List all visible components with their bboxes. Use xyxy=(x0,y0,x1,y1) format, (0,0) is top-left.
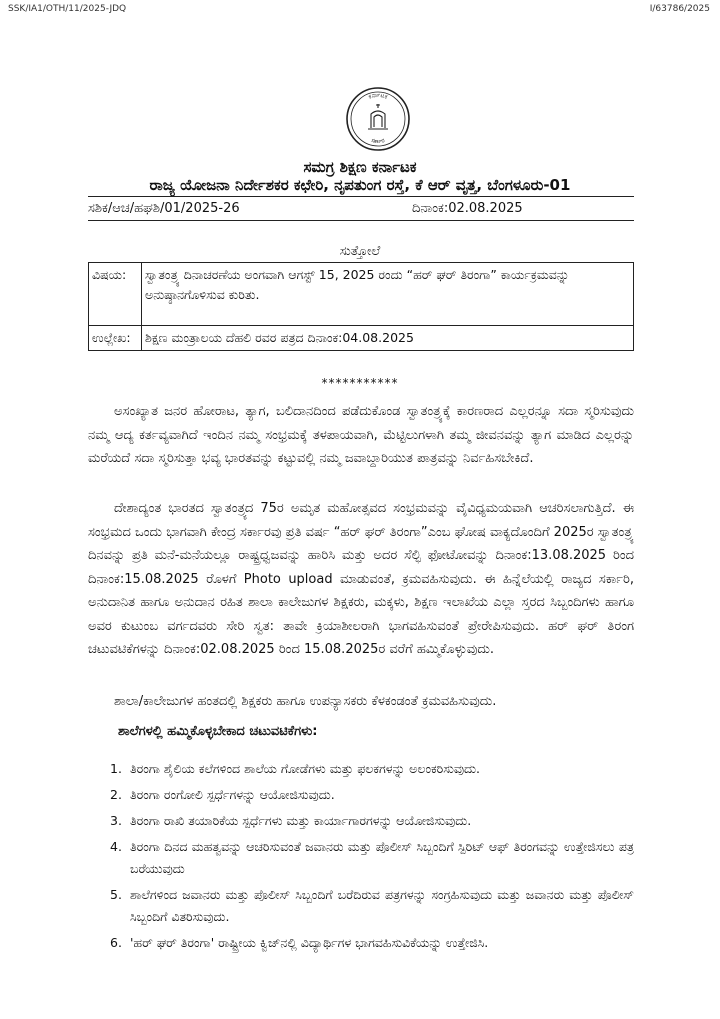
circular-title: ಸುತ್ತೋಲೆ xyxy=(339,244,381,259)
subject-row xyxy=(89,263,634,326)
header-divider xyxy=(88,196,634,197)
document-id: I/63786/2025 xyxy=(649,4,710,14)
reference-label: ಉಲ್ಲೇಖ: xyxy=(89,326,142,351)
list-item: 1. ತಿರಂಗಾ ಶೈಲಿಯ ಕಲೆಗಳಿಂದ ಶಾಲೆಯ ಗೋಡೆಗಳು ಮತ್ತು ಫಲಕಗಳನ್ನು ಅಲಂಕರಿಸುವುದು. xyxy=(110,761,481,776)
reference-divider xyxy=(88,220,634,221)
paragraph-1: ಅಸಂಖ್ಯಾತ ಜನರ ಹೋರಾಟ, ತ್ಯಾಗ, ಬಲಿದಾನದಿಂದ ಪಡೆದುಕೊಂಡ ಸ್ವಾತಂತ್ರ್ಯಕ್ಕೆ ಕಾರಣರಾದ ಎಲ್ಲರನ್ನೂ ಸದಾ ಸ್ಮರಿಸುವುದು ನಮ್ಮ ಆದ್ಯ ಕರ್ತವ್ಯವಾಗಿದೆ ಇಂದಿನ ನಮ್ಮ ಸಂಭ್ರಮಕ್ಕೆ ತಳಪಾಯವಾಗಿ, ಮೆಟ್ಟಿಲುಗಳಾಗಿ ತಮ್ಮ ಜೀವನವನ್ನು ತ್ಯಾಗ ಮಾಡಿದ ಎಲ್ಲರನ್ನು ಮರೆಯದೆ ಸದಾ ಸ್ಮರಿಸುತ್ತಾ ಭವ್ಯ ಭಾರತವನ್ನು ಕಟ್ಟುವಲ್ಲಿ ನಮ್ಮ ಜವಾಬ್ದಾರಿಯುತ ಪಾತ್ರವನ್ನು ನಿರ್ವಹಿಸಬೇಕಿದೆ. xyxy=(88,404,634,466)
activities-title: ಶಾಲೆಗಳಲ್ಲಿ ಹಮ್ಮಿಕೊಳ್ಳಬೇಕಾದ ಚಟುವಟಿಕೆಗಳು: xyxy=(118,724,318,739)
list-item: 6. 'ಹರ್ ಘರ್ ತಿರಂಗಾ' ರಾಷ್ಟ್ರೀಯ ಕ್ವಿಜ್‌ನಲ್ಲಿ ವಿದ್ಯಾರ್ಥಿಗಳ ಭಾಗವಹಿಸುವಿಕೆಯನ್ನು ಉತ್ತೇಜಿಸಿ. xyxy=(110,935,489,950)
reference-row xyxy=(89,326,634,351)
subject-reference-table xyxy=(88,262,634,351)
reference-number: ಸಶಿಕ/ಆಚ/ಹಘಶಿ/01/2025-26 xyxy=(88,201,240,216)
activities-list xyxy=(110,758,634,958)
document-date: ದಿನಾಂಕ:02.08.2025 xyxy=(412,201,523,216)
office-address: ರಾಜ್ಯ ಯೋಜನಾ ನಿರ್ದೇಶಕರ ಕಛೇರಿ, ನೃಪತುಂಗ ರಸ್ತೆ, ಕೆ ಆರ್ ವೃತ್ತ, ಬೆಂಗಳೂರು-01 xyxy=(149,176,571,194)
separator: *********** xyxy=(321,376,399,390)
paragraph-2: ದೇಶಾದ್ಯಂತ ಭಾರತದ ಸ್ವಾತಂತ್ರ್ಯದ 75ರ ಅಮೃತ ಮಹೋತ್ಸವದ ಸಂಭ್ರಮವನ್ನು ವೈವಿಧ್ಯಮಯವಾಗಿ ಆಚರಿಸಲಾಗುತ್ತಿದೆ. ಈ ಸಂಭ್ರಮದ ಒಂದು ಭಾಗವಾಗಿ ಕೇಂದ್ರ ಸರ್ಕಾರವು ಪ್ರತಿ ವರ್ಷ “ಹರ್ ಘರ್ ತಿರಂಗಾ”ಎಂಬ ಘೋಷ ವಾಕ್ಯದೊಂದಿಗೆ 2025ರ ಸ್ವಾತಂತ್ರ್ಯ ದಿನವನ್ನು ಪ್ರತಿ ಮನೆ-ಮನೆಯಲ್ಲೂ ರಾಷ್ಟ್ರಧ್ವಜವನ್ನು ಹಾರಿಸಿ ಮತ್ತು ಅದರ ಸೆಲ್ಫಿ ಫೋಟೋವನ್ನು ದಿನಾಂಕ:13.08.2025 ರಿಂದ ದಿನಾಂಕ:15.08.2025 ರೊಳಗೆ Photo upload ಮಾಡುವಂತೆ, ಕ್ರಮವಹಿಸುವುದು. ಈ ಹಿನ್ನೆಲೆಯಲ್ಲಿ ರಾಜ್ಯದ ಸರ್ಕಾರಿ, ಅನುದಾನಿತ ಹಾಗೂ ಅನುದಾನ ರಹಿತ ಶಾಲಾ ಕಾಲೇಜುಗಳ ಶಿಕ್ಷಕರು, ಮಕ್ಕಳು, ಶಿಕ್ಷಣ ಇಲಾಖೆಯ ಎಲ್ಲಾ ಸ್ತರದ ಸಿಬ್ಬಂದಿಗಳು ಹಾಗೂ ಅವರ ಕುಟುಂಬ ವರ್ಗದವರು ಸೇರಿ ಸ್ವತ: ತಾವೇ ಕ್ರಿಯಾಶೀಲರಾಗಿ ಭಾಗವಹಿಸುವಂತೆ ಪ್ರೇರೇಪಿಸುವುದು. ಹರ್ ಘರ್ ತಿರಂಗ ಚಟುವಟಿಕೆಗಳನ್ನು ದಿನಾಂಕ:02.08.2025 ರಿಂದ 15.08.2025ರ ವರೆಗೆ ಹಮ್ಮಿಕೊಳ್ಳುವುದು. xyxy=(88,501,634,657)
list-item: 3. ತಿರಂಗಾ ರಾಖಿ ತಯಾರಿಕೆಯ ಸ್ಪರ್ಧೆಗಳು ಮತ್ತು ಕಾರ್ಯಾಗಾರಗಳನ್ನು ಆಯೋಜಿಸುವುದು. xyxy=(110,813,472,828)
list-item: 5. ಶಾಲೆಗಳಿಂದ ಜವಾನರು ಮತ್ತು ಪೊಲೀಸ್ ಸಿಬ್ಬಂದಿಗೆ ಬರೆದಿರುವ ಪತ್ರಗಳನ್ನು ಸಂಗ್ರಹಿಸುವುದು ಮತ್ತು ಜವಾನರು ಮತ್ತು ಪೊಲೀಸ್ ಸಿಬ್ಬಂದಿಗೆ ವಿತರಿಸುವುದು. xyxy=(110,887,634,924)
karnataka-government-seal-icon xyxy=(345,86,411,152)
list-item: 4. ತಿರಂಗಾ ದಿನದ ಮಹತ್ವವನ್ನು ಆಚರಿಸುವಂತೆ ಜವಾನರು ಮತ್ತು ಪೊಲೀಸ್ ಸಿಬ್ಬಂದಿಗೆ ಸ್ಪಿರಿಟ್ ಆಫ್ ತಿರಂಗವನ್ನು ಉತ್ತೇಜಿಸಲು ಪತ್ರ ಬರೆಯುವುದು xyxy=(110,839,634,876)
seal-top-text: ಕರ್ನಾಟಕ xyxy=(367,91,389,101)
subject-text: ಸ್ವಾತಂತ್ರ್ಯ ದಿನಾಚರಣೆಯ ಅಂಗವಾಗಿ ಆಗಸ್ಟ್ 15, 2025 ರಂದು “ಹರ್ ಘರ್ ತಿರಂಗಾ” ಕಾರ್ಯಕ್ರಮವನ್ನು ಅನುಷ್ಠಾನಗೊಳಿಸುವ ಕುರಿತು. xyxy=(142,263,634,326)
reference-text: ಶಿಕ್ಷಣ ಮಂತ್ರಾಲಯ ದೆಹಲಿ ರವರ ಪತ್ರದ ದಿನಾಂಕ:04.08.2025 xyxy=(142,326,634,351)
list-item: 2. ತಿರಂಗಾ ರಂಗೋಲಿ ಸ್ಪರ್ಧೆಗಳನ್ನು ಆಯೋಜಿಸುವುದು. xyxy=(110,787,335,802)
file-reference: SSK/IA1/OTH/11/2025-JDQ xyxy=(8,4,127,14)
subject-label: ವಿಷಯ: xyxy=(89,263,142,326)
organization-name: ಸಮಗ್ರ ಶಿಕ್ಷಣ ಕರ್ನಾಟಕ xyxy=(303,158,417,176)
paragraph-3: ಶಾಲಾ/ಕಾಲೇಜುಗಳ ಹಂತದಲ್ಲಿ ಶಿಕ್ಷಕರು ಹಾಗೂ ಉಪನ್ಯಾಸಕರು ಕೆಳಕಂಡಂತೆ ಕ್ರಮವಹಿಸುವುದು. xyxy=(114,694,497,709)
seal-bottom-text: ಸರ್ಕಾರ xyxy=(370,137,386,145)
